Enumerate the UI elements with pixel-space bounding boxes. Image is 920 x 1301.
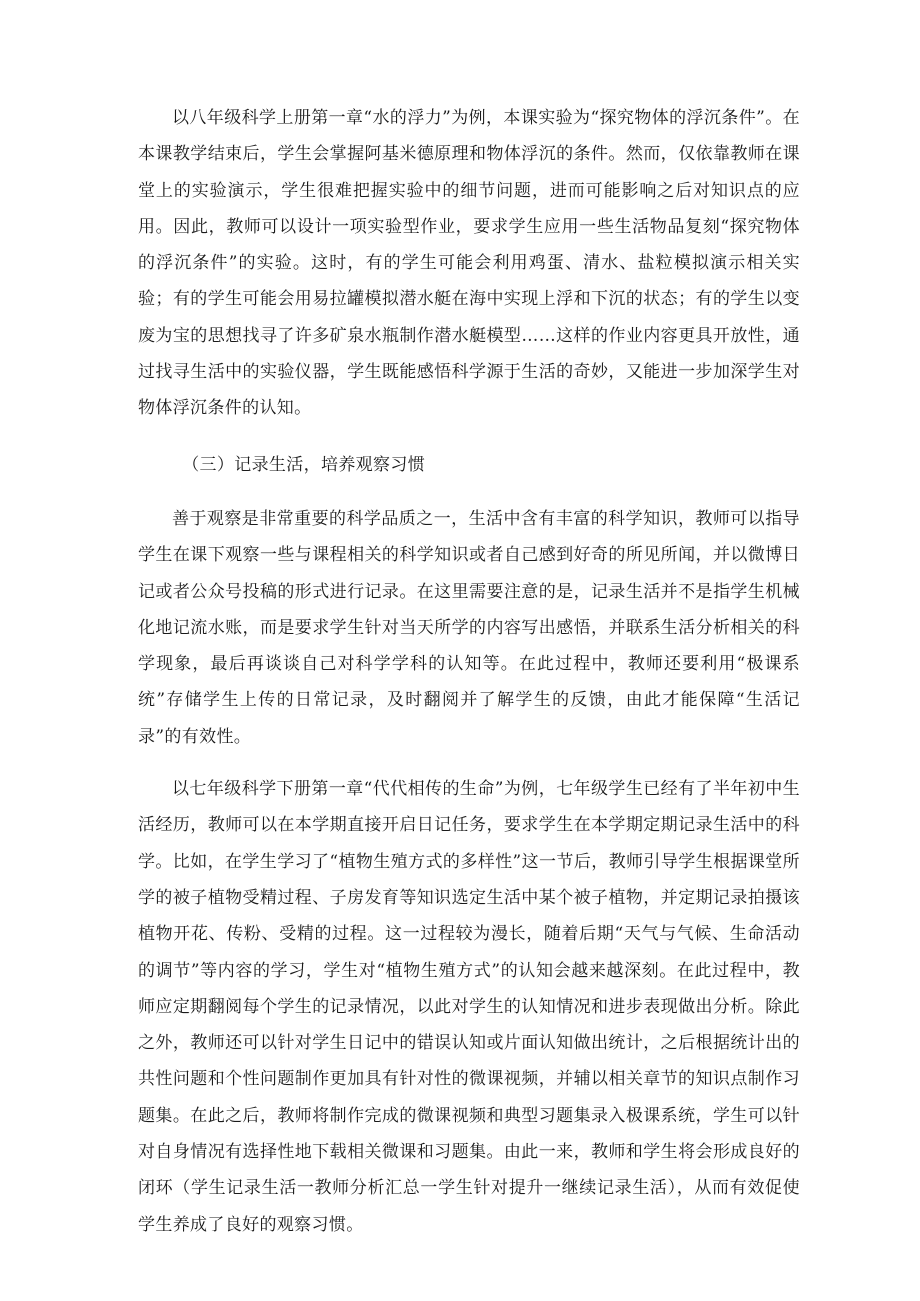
document-body (138, 100, 800, 1243)
paragraph-observation-quality: 善于观察是非常重要的科学品质之一，生活中含有丰富的科学知识，教师可以指导学生在课下观察一些与课程相关的科学知识或者自己感到好奇的所见所闻，并以微博日记或者公众号投稿的形式进行记录。在这里需要注意的是，记录生活并不是指学生机械化地记流水账，而是要求学生针对当天所学的内容写出感悟，并联系生活分析相关的科学现象，最后再谈谈自己对科学学科的认知等。在此过程中，教师还要利用“极课系统”存储学生上传的日常记录，及时翻阅并了解学生的反馈，由此才能保障“生活记录”的有效性。 (138, 508, 800, 747)
section-heading-record-life: （三）记录生活，培养观察习惯 (182, 454, 426, 475)
paragraph-life-heredity-example: 以七年级科学下册第一章“代代相传的生命”为例，七年级学生已经有了半年初中生活经历，教师可以在本学期直接开启日记任务，要求学生在本学期定期记录生活中的科学。比如，在学生学习了“植物生殖方式的多样性”这一节后，教师引导学生根据课堂所学的被子植物受精过程、子房发育等知识选定生活中某个被子植物，并定期记录拍摄该植物开花、传粉、受精的过程。这一过程较为漫长，随着后期“天气与气候、生命活动的调节”等内容的学习，学生对“植物生殖方式”的认知会越来越深刻。在此过程中，教师应定期翻阅每个学生的记录情况，以此对学生的认知情况和进步表现做出分析。除此之外，教师还可以针对学生日记中的错误认知或片面认知做出统计，之后根据统计出的共性问题和个性问题制作更加具有针对性的微课视频，并辅以相关章节的知识点制作习题集。在此之后，教师将制作完成的微课视频和典型习题集录入极课系统，学生可以针对自身情况有选择性地下载相关微课和习题集。由此一来，教师和学生将会形成良好的闭环（学生记录生活一教师分析汇总一学生针对提升一继续记录生活），从而有效促使学生养成了良好的观察习惯。 (138, 779, 800, 1235)
paragraph-water-buoyancy-example: 以八年级科学上册第一章“水的浮力”为例，本课实验为“探究物体的浮沉条件”。在本课教学结束后，学生会掌握阿基米德原理和物体浮沉的条件。然而，仅依靠教师在课堂上的实验演示，学生很难把握实验中的细节问题，进而可能影响之后对知识点的应用。因此，教师可以设计一项实验型作业，要求学生应用一些生活物品复刻“探究物体的浮沉条件”的实验。这时，有的学生可能会利用鸡蛋、清水、盐粒模拟演示相关实验；有的学生可能会用易拉罐模拟潜水艇在海中实现上浮和下沉的状态；有的学生以变废为宝的思想找寻了许多矿泉水瓶制作潜水艇模型……这样的作业内容更具开放性，通过找寻生活中的实验仪器，学生既能感悟科学源于生活的奇妙，又能进一步加深学生对物体浮沉条件的认知。 (138, 108, 800, 419)
